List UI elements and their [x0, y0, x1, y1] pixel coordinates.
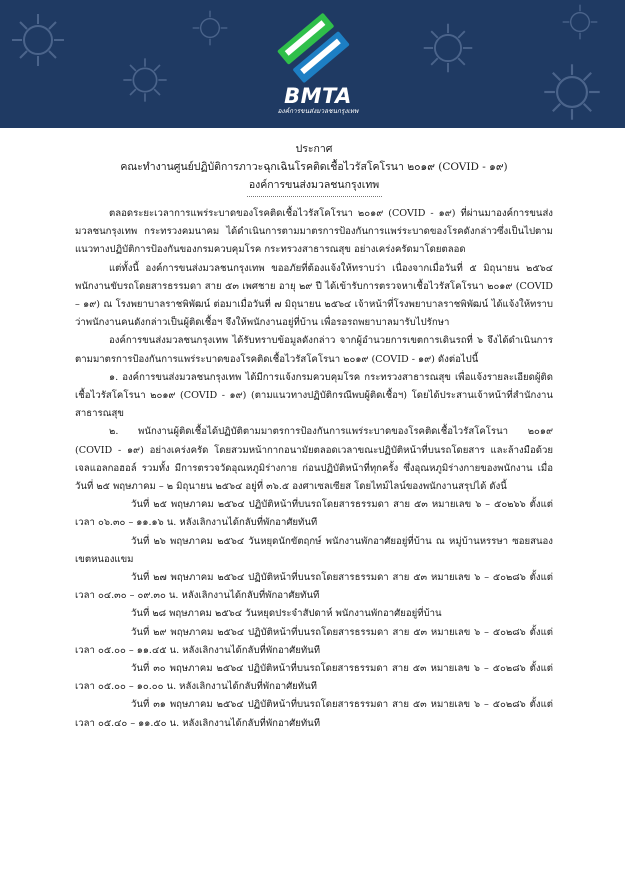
logo-subtext: องค์การขนส่งมวลชนกรุงเทพ [277, 107, 359, 115]
paragraph: แต่ทั้งนี้ องค์การขนส่งมวลชนกรุงเทพ ขออภัยที่ต้องแจ้งให้ทราบว่า เนื่องจากเมื่อวันที่ ๕ มิถุนายน ๒๕๖๔ พนักงานขับรถโดยสารธรรมดา สาย ๕๓ เพศชาย อายุ ๒๙ ปี ได้เข้ารับการตรวจหาเชื้อไวรัสโคโรนา ๒๐๑๙ (COVID – ๑๙) ณ โรงพยาบาลราชพิพัฒน์ ต่อมาเมื่อวันที่ ๗ มิถุนายน ๒๕๖๔ เจ้าหน้าที่โรงพยาบาลราชพิพัฒน์ ได้แจ้งให้ทราบว่าพนักงานคนดังกล่าวเป็นผู้ติดเชื้อฯ จึงให้พนักงานอยู่ที่บ้าน เพื่อรอรถพยาบาลมารับไปรักษา [75, 262, 553, 329]
timeline-entry: วันที่ ๒๕ พฤษภาคม ๒๕๖๔ ปฏิบัติหน้าที่บนรถโดยสารธรรมดา สาย ๕๓ หมายเลข ๖ – ๕๐๒๖๖ ตั้งแต่เวลา ๐๖.๓๐ – ๑๑.๑๖ น. หลังเลิกงานได้กลับที่พักอาศัยทันที [75, 499, 553, 529]
paragraph: ๑. องค์การขนส่งมวลชนกรุงเทพ ได้มีการแจ้งกรมควบคุมโรค กระทรวงสาธารณสุข เพื่อแจ้งรายละเอียดผู้ติดเชื้อไวรัสโคโรนา ๒๐๑๙ (COVID - ๑๙) (ตามแนวทางปฏิบัติกรณีพบผู้ติดเชื้อฯ) โดยได้ประสานเจ้าหน้าที่สำนักงานสาธารณสุข [75, 371, 553, 420]
timeline-entry: วันที่ ๒๖ พฤษภาคม ๒๕๖๔ วันหยุดนักขัตฤกษ์ พนักงานพักอาศัยอยู่ที่บ้าน ณ หมู่บ้านหรรษา ซอยสนอง เขตหนองแขม [75, 535, 553, 565]
separator-line [247, 196, 382, 197]
virus-icon [190, 8, 230, 48]
organization-name: องค์การขนส่งมวลชนกรุงเทพ [248, 179, 380, 191]
title-block [75, 140, 553, 194]
announcement-document [75, 140, 553, 733]
logo-text: BMTA [284, 84, 352, 108]
timeline-entry: วันที่ ๓๑ พฤษภาคม ๒๕๖๔ ปฏิบัติหน้าที่บนรถโดยสารธรรมดา สาย ๕๓ หมายเลข ๖ – ๕๐๒๘๖ ตั้งแต่เวลา ๐๕.๔๐ – ๑๑.๕๐ น. หลังเลิกงานได้กลับที่พักอาศัยทันที [75, 699, 553, 729]
virus-icon [420, 20, 476, 76]
virus-icon [540, 60, 604, 124]
paragraph: ตลอดระยะเวลาการแพร่ระบาดของโรคติดเชื้อไวรัสโคโรนา ๒๐๑๙ (COVID - ๑๙) ที่ผ่านมาองค์การขนส่งมวลชนกรุงเทพ กระทรวงคมนาคม ได้ดำเนินการตามมาตรการป้องกันการแพร่ระบาดของโรคดังกล่าวซึ่งเป็นไปตามแนวทางปฏิบัติการป้องกันของกรมควบคุมโรค กระทรวงสาธารณสุข อย่างเคร่งครัดมาโดยตลอด [75, 208, 553, 256]
timeline-entry: วันที่ ๒๙ พฤษภาคม ๒๕๖๔ ปฏิบัติหน้าที่บนรถโดยสารธรรมดา สาย ๕๓ หมายเลข ๖ – ๕๐๒๘๖ ตั้งแต่เวลา ๐๕.๐๐ – ๑๑.๔๕ น. หลังเลิกงานได้กลับที่พักอาศัยทันที [75, 626, 553, 656]
paragraph: องค์การขนส่งมวลชนกรุงเทพ ได้รับทราบข้อมูลดังกล่าว จากผู้อำนวยการเขตการเดินรถที่ ๖ จึงได้ดำเนินการตามมาตรการป้องกันการแพร่ระบาดของโรคติดเชื้อไวรัสโคโรนา ๒๐๑๙ (COVID - ๑๙) ดังต่อไปนี้ [75, 335, 553, 365]
virus-icon [8, 10, 68, 70]
announcement-subtitle: คณะทำงานศูนย์ปฏิบัติการภาวะฉุกเฉินโรคติดเชื้อไวรัสโคโรนา ๒๐๑๙ (COVID - ๑๙) [120, 161, 508, 173]
timeline-entry: วันที่ ๓๐ พฤษภาคม ๒๕๖๔ ปฏิบัติหน้าที่บนรถโดยสารธรรมดา สาย ๕๓ หมายเลข ๖ – ๕๐๒๘๖ ตั้งแต่เวลา ๐๕.๐๐ – ๑๐.๐๐ น. หลังเลิกงานได้กลับที่พักอาศัยทันที [75, 663, 553, 693]
paragraph: ๒. พนักงานผู้ติดเชื้อได้ปฏิบัติตามมาตรการป้องกันการแพร่ระบาดของโรคติดเชื้อไวรัสโคโรนา ๒๐๑๙ (COVID - ๑๙) อย่างเคร่งครัด โดยสวมหน้ากากอนามัยตลอดเวลาขณะปฏิบัติหน้าที่บนรถโดยสาร และล้างมือด้วยเจลแอลกอฮอล์ รวมทั้ง มีการตรวจวัดอุณหภูมิร่างกาย ก่อนปฏิบัติหน้าที่ทุกครั้ง ซึ่งอุณหภูมิร่างกายของพนักงาน เมื่อวันที่ ๒๕ พฤษภาคม – ๒ มิถุนายน ๒๕๖๔ อยู่ที่ ๓๖.๕ องศาเซลเซียส โดยไทม์ไลน์ของพนักงานสรุปได้ ดังนี้ [75, 426, 553, 493]
virus-icon [560, 2, 600, 42]
virus-icon [120, 55, 170, 105]
timeline-entry: วันที่ ๒๗ พฤษภาคม ๒๕๖๔ ปฏิบัติหน้าที่บนรถโดยสารธรรมดา สาย ๕๓ หมายเลข ๖ – ๕๐๒๘๖ ตั้งแต่เวลา ๐๔.๓๐ – ๐๙.๓๐ น. หลังเลิกงานได้กลับที่พักอาศัยทันที [75, 572, 553, 602]
announcement-heading: ประกาศ [295, 143, 333, 155]
page-header-banner [0, 0, 625, 128]
timeline-entry: วันที่ ๒๘ พฤษภาคม ๒๕๖๔ วันหยุดประจำสัปดาห์ พนักงานพักอาศัยอยู่ที่บ้าน [131, 608, 442, 620]
